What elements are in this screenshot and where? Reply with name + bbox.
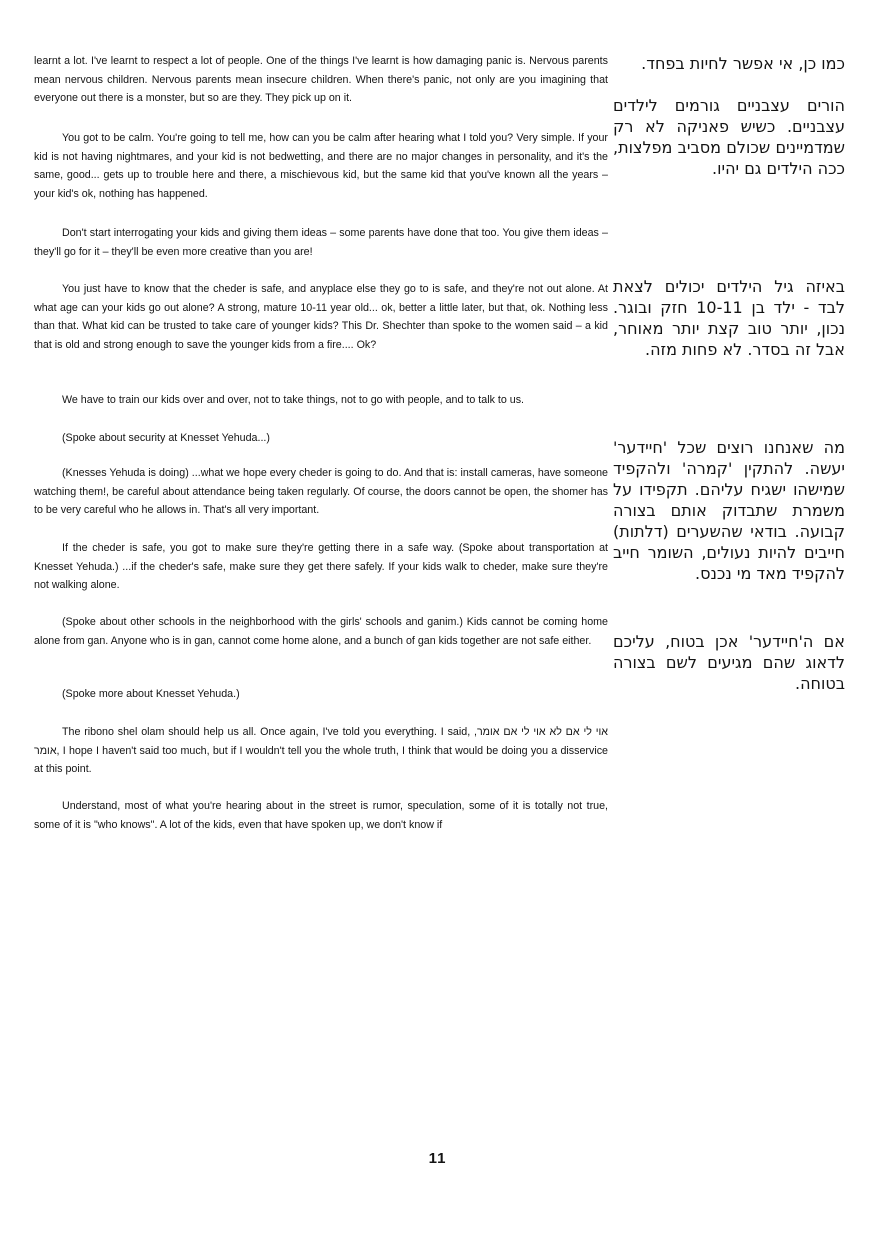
english-paragraph-9: (Spoke about other schools in the neighborhood with the girls' schools and ganim.) Kids cannot be coming home alone from gan. Anyone who is in gan, cannot come home alone, and a bunch of gan kids together are not safe either. [34, 616, 608, 647]
english-paragraph-11 [34, 723, 608, 779]
english-paragraph-2: You got to be calm. You're going to tell me, how can you be calm after hearing what I told you? Very simple. If your kid is not having nightmares, and your kid is not bedwetting, and there are no major changes in personality, and it's the same, good... gets up to trouble here and there, a mischievous kid, but the same kid that you've known all the years – your kid's ok, nothing has happened. [34, 132, 608, 200]
english-paragraph-5: We have to train our kids over and over, not to take things, not to go with people, and to talk to us. [62, 394, 525, 406]
english-paragraph-6: (Spoke about security at Knesset Yehuda...) [62, 432, 270, 444]
hebrew-quote-1: אוי לי אם אומר, [474, 726, 546, 738]
paragraph-11-text-before: The ribono shel olam should help us all. Once again, I've told you everything. I said, [62, 726, 474, 738]
page-number: 11 [428, 1150, 447, 1167]
english-paragraph-4: You just have to know that the cheder is safe, and anyplace else they go to is safe, and they're not out alone. At what age can your kids go out alone? A strong, mature 10-11 year old... ok, better a little later, but that, ok. Nothing less than that. What kid can be trusted to take care of younger kids? This Dr. Shechter than spoke to the women said – a kid that is old and strong enough to save the younger kids from a fire.... Ok? [34, 283, 608, 351]
english-paragraph-1: learnt a lot. I've learnt to respect a lot of people. One of the things I've learnt is how damaging panic is. Nervous parents mean nervous children. Nervous parents mean insecure children. When there's panic, not only are you imagining that everyone out there is a monster, but so are they. They pick up on it. [34, 55, 608, 104]
paragraph-11-text-after: , I hope I haven't said too much, but if I wouldn't tell you the whole truth, I think that would be doing you a disservice at this point. [34, 744, 608, 775]
english-paragraph-12: Understand, most of what you're hearing about in the street is rumor, speculation, some of it is totally not true, some of it is "who knows". A lot of the kids, even that have spoken up, we don't know if [34, 800, 608, 831]
hebrew-quote-2: אוי לי אם לא אומר [34, 726, 608, 757]
hebrew-paragraph-3: באיזה גיל הילדים יכולים לצאת לבד - ילד בן 10-11 חזק ובוגר. נכון, יותר טוב קצת יותר מאוחר, אבל זה בסדר. לא פחות מזה. [613, 277, 845, 359]
english-paragraph-8: If the cheder is safe, you got to make sure they're getting there in a safe way. (Spoke about transportation at Knesset Yehuda.) ...if the cheder's safe, make sure they get there safely. If your kids walk to cheder, make sure they're not walking alone. [34, 542, 608, 591]
english-paragraph-10: (Spoke more about Knesset Yehuda.) [62, 688, 240, 700]
hebrew-paragraph-4: מה שאנחנו רוצים שכל 'חיידער' יעשה. להתקין 'קמרה' ולהקפיד שמישהו ישגיח עליהם. תקפידו על משמרת שתבדוק אותם בצורה קבועה. בודאי שהשערים (דלתות) חייבים להיות נעולים, השומר חייב להקפיד מאד מי נכנס. [613, 438, 845, 583]
hebrew-paragraph-5: אם ה'חיידער' אכן בטוח, עליכם לדאוג שהם מגיעים לשם בצורה בטוחה. [613, 632, 845, 693]
english-paragraph-3: Don't start interrogating your kids and giving them ideas – some parents have done that too. You give them ideas – they'll go for it – they'll be even more creative than you are! [34, 227, 608, 258]
hebrew-paragraph-1: כמו כן, אי אפשר לחיות בפחד. [641, 54, 845, 73]
hebrew-paragraph-2: הורים עצבניים גורמים לילדים עצבניים. כשיש פאניקה לא רק שמדמיינים שכולם מסביב מפלצות, ככה הילדים גם יהיו. [613, 96, 845, 178]
english-paragraph-7: (Knesses Yehuda is doing) ...what we hope every cheder is going to do. And that is: install cameras, have someone watching them!, be careful about attendance being taken regularly. Of course, the doors cannot be open, the shomer has to be very careful who he allows in. That's all very important. [34, 467, 608, 516]
